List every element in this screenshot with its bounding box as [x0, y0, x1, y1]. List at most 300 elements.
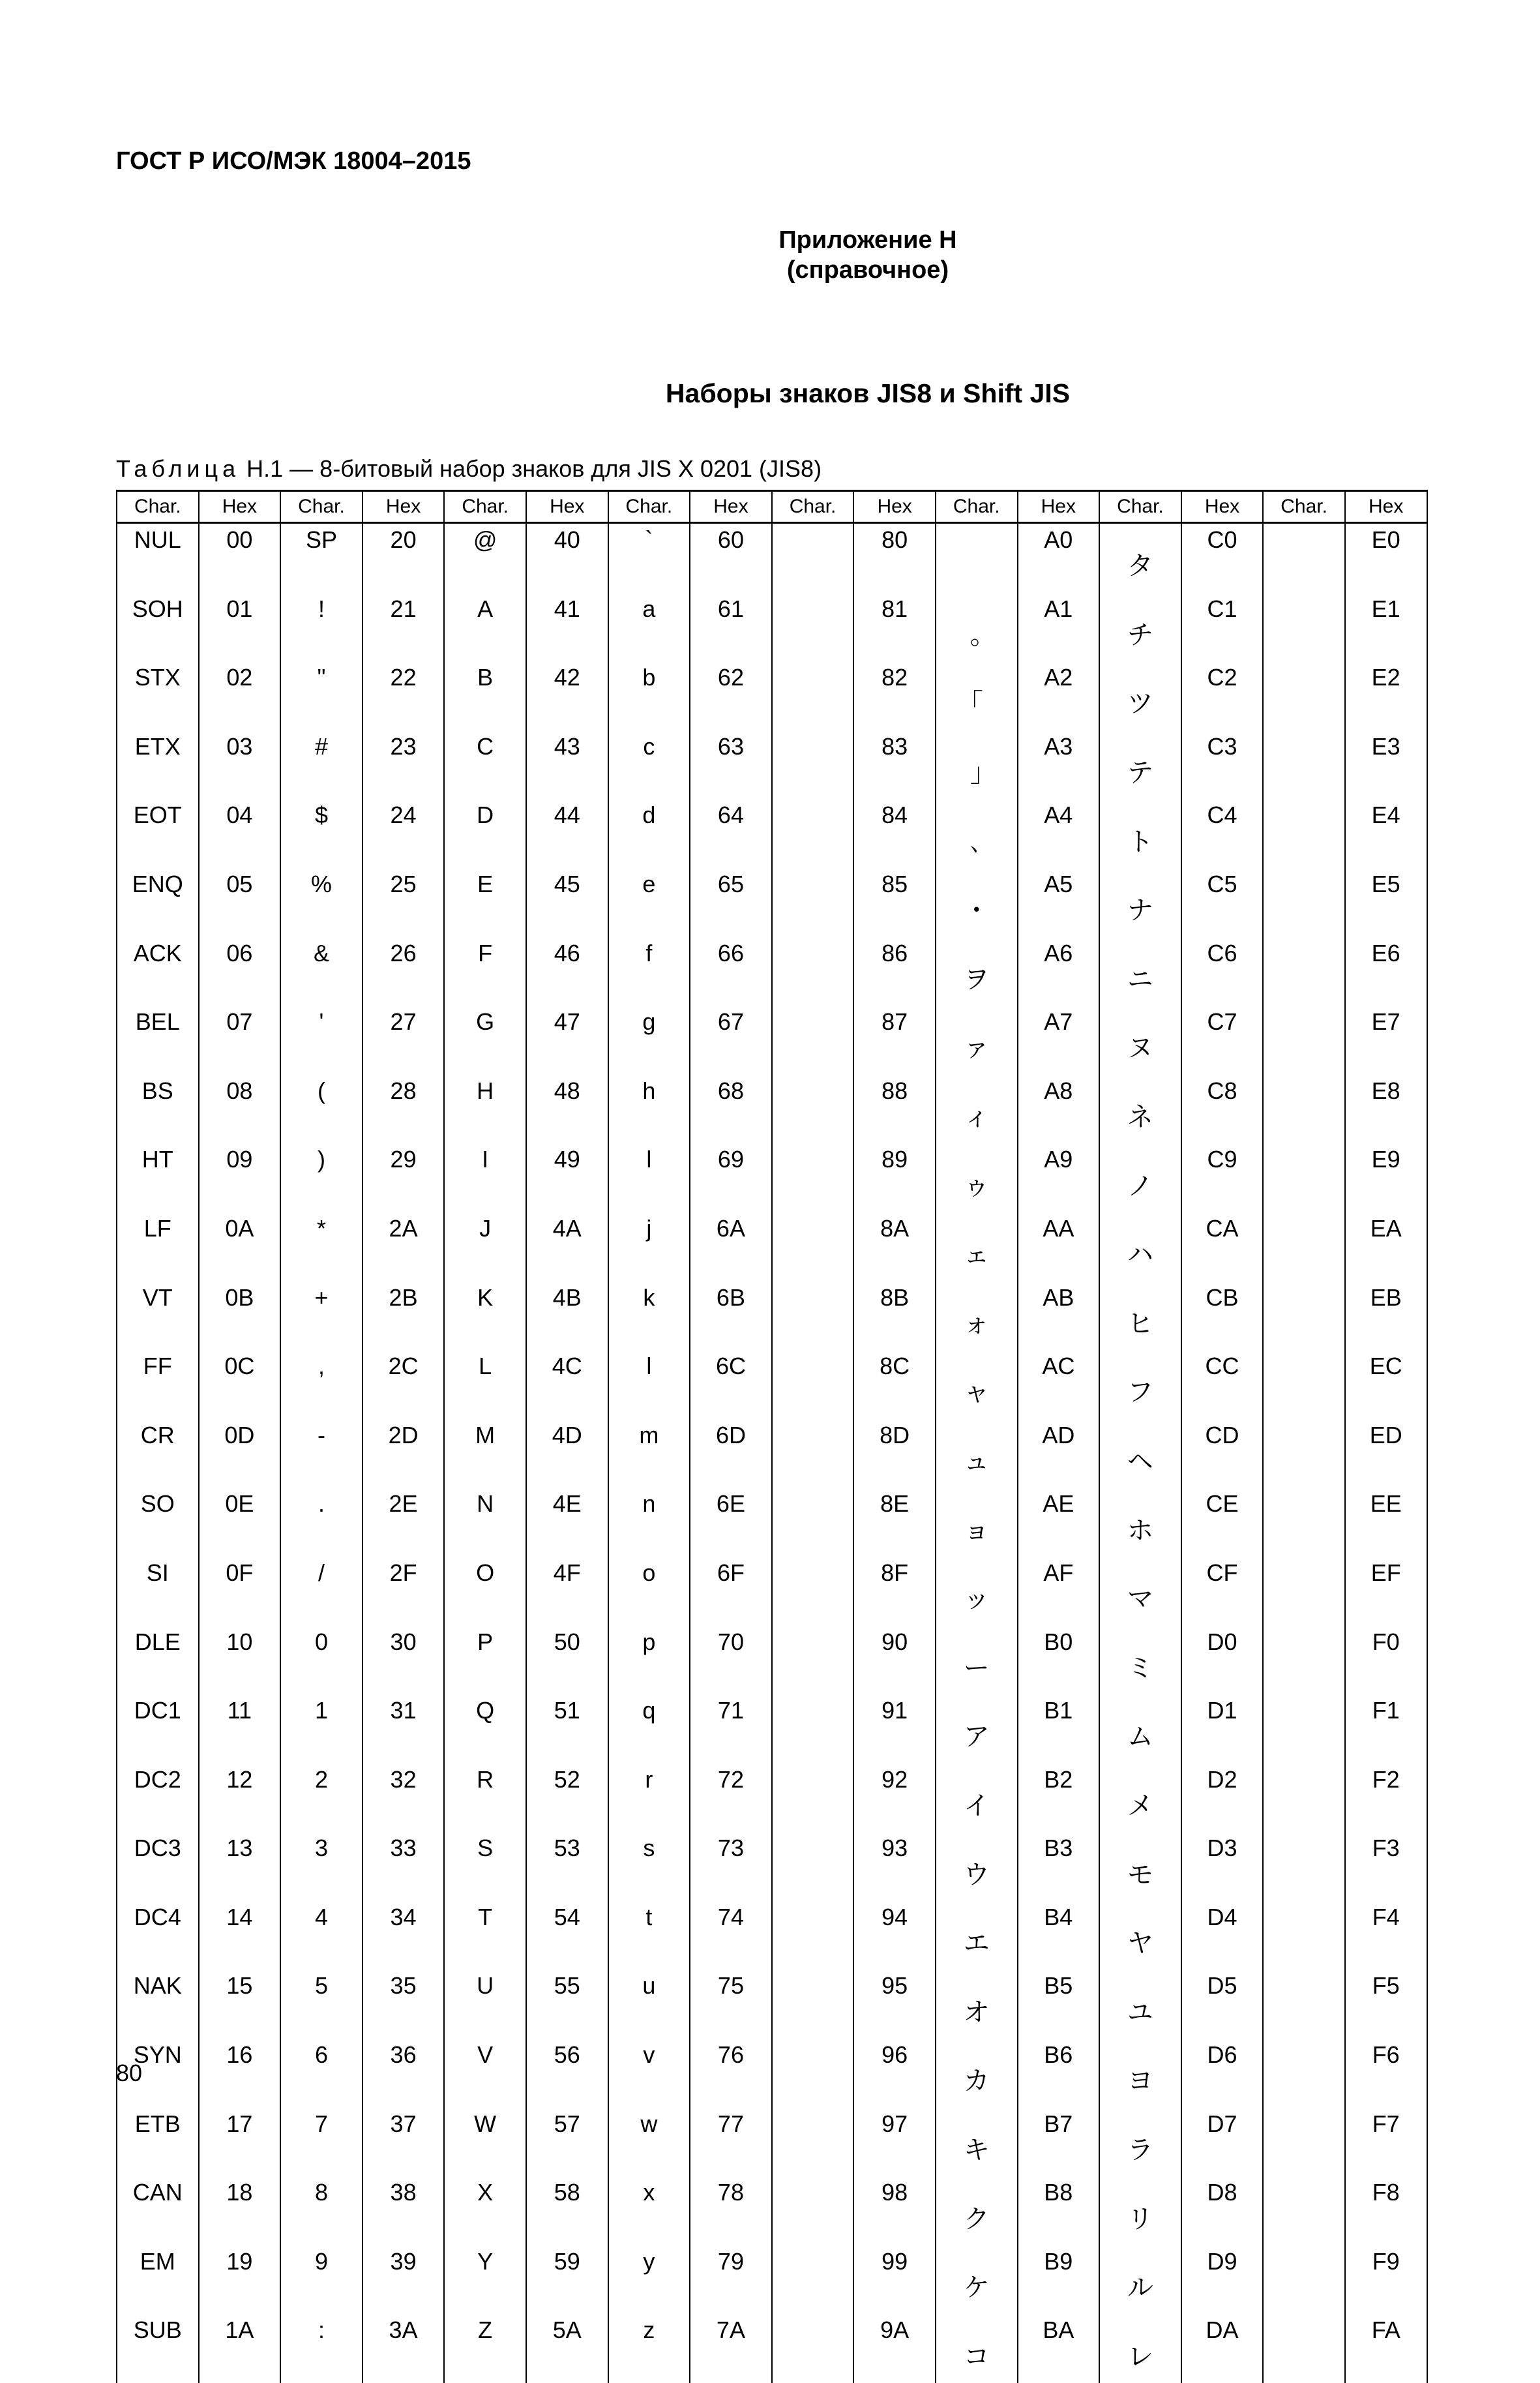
char-cell [1263, 1143, 1345, 1212]
char-cell: ｣ [936, 730, 1018, 800]
char-cell: 4 [280, 1901, 363, 1970]
hex-cell: E7 [1345, 1006, 1427, 1075]
char-cell: ･ [936, 868, 1018, 937]
hex-cell: A7 [1018, 1006, 1100, 1075]
char-cell [772, 2245, 854, 2315]
hex-cell: 4C [526, 1350, 608, 1419]
hex-cell: 93 [853, 1832, 936, 1901]
hex-cell: 67 [690, 1006, 772, 1075]
hex-cell: C2 [1181, 661, 1264, 730]
char-cell: ツ [1099, 661, 1181, 730]
hex-cell: 49 [526, 1143, 608, 1212]
char-cell: O [444, 1557, 526, 1626]
char-cell: q [608, 1694, 690, 1763]
table-row [117, 1488, 1427, 1557]
hex-cell: CD [1181, 1419, 1264, 1488]
char-cell [1263, 1419, 1345, 1488]
hex-cell: 90 [853, 1626, 936, 1695]
hex-cell: 0C [199, 1350, 281, 1419]
char-cell: ナ [1099, 868, 1181, 937]
hex-cell: 51 [526, 1694, 608, 1763]
char-cell [772, 1075, 854, 1144]
char-cell: D [444, 799, 526, 868]
hex-cell: 2E [363, 1488, 445, 1557]
hex-cell: C0 [1181, 523, 1264, 593]
char-cell: U [444, 1970, 526, 2039]
annex-title: Наборы знаков JIS8 и Shift JIS [0, 378, 1540, 409]
hex-cell: 99 [853, 2245, 936, 2315]
char-cell: X [444, 2176, 526, 2245]
char-cell: ETX [117, 730, 199, 800]
char-cell: ヘ [1099, 1419, 1181, 1488]
char-cell [1263, 1006, 1345, 1075]
char-cell: ケ [936, 2245, 1018, 2315]
char-cell: l [608, 1143, 690, 1212]
hex-cell: F2 [1345, 1763, 1427, 1833]
hex-cell: 15 [199, 1970, 281, 2039]
char-cell [772, 1281, 854, 1351]
hex-cell: 0E [199, 1488, 281, 1557]
hex-cell: F0 [1345, 1626, 1427, 1695]
char-cell: カ [936, 2039, 1018, 2108]
char-cell: SI [117, 1557, 199, 1626]
table-body [117, 523, 1427, 2383]
hex-cell: 26 [363, 937, 445, 1006]
hex-cell: 2F [363, 1557, 445, 1626]
table-caption-text: Н.1 — 8-битовый набор знаков для JIS X 0201 (JIS8) [240, 455, 822, 482]
hex-cell: 6F [690, 1557, 772, 1626]
char-cell: NAK [117, 1970, 199, 2039]
char-cell [772, 1763, 854, 1833]
hex-cell: 08 [199, 1075, 281, 1144]
char-cell: n [608, 1488, 690, 1557]
char-cell: w [608, 2108, 690, 2177]
hex-cell: 8D [853, 1419, 936, 1488]
hex-cell: 31 [363, 1694, 445, 1763]
char-cell [1263, 730, 1345, 800]
column-header-hex: Hex [1345, 491, 1427, 523]
hex-cell: 9A [853, 2314, 936, 2383]
hex-cell: A5 [1018, 868, 1100, 937]
hex-cell: B8 [1018, 2176, 1100, 2245]
hex-cell: A6 [1018, 937, 1100, 1006]
char-cell: STX [117, 661, 199, 730]
hex-cell: 40 [526, 523, 608, 593]
char-cell: ト [1099, 799, 1181, 868]
hex-cell: 82 [853, 661, 936, 730]
char-cell [1263, 2176, 1345, 2245]
hex-cell: 57 [526, 2108, 608, 2177]
hex-cell: 4B [526, 1281, 608, 1351]
char-cell: m [608, 1419, 690, 1488]
char-cell: z [608, 2314, 690, 2383]
char-cell: B [444, 661, 526, 730]
hex-cell: 11 [199, 1694, 281, 1763]
table-row [117, 1970, 1427, 2039]
char-cell: " [280, 661, 363, 730]
hex-cell: ED [1345, 1419, 1427, 1488]
hex-cell: A4 [1018, 799, 1100, 868]
hex-cell: C9 [1181, 1143, 1264, 1212]
hex-cell: 65 [690, 868, 772, 937]
char-cell [772, 2176, 854, 2245]
hex-cell: 21 [363, 593, 445, 662]
char-cell [1263, 1901, 1345, 1970]
char-cell: BEL [117, 1006, 199, 1075]
char-cell: @ [444, 523, 526, 593]
char-cell [772, 1143, 854, 1212]
hex-cell: E6 [1345, 937, 1427, 1006]
char-cell: ァ [936, 1006, 1018, 1075]
char-cell: ` [608, 523, 690, 593]
char-cell: DC1 [117, 1694, 199, 1763]
char-cell: Z [444, 2314, 526, 2383]
char-cell [772, 593, 854, 662]
table-row [117, 1281, 1427, 1351]
hex-cell: 48 [526, 1075, 608, 1144]
hex-cell: 6D [690, 1419, 772, 1488]
char-cell [1263, 1832, 1345, 1901]
hex-cell: 00 [199, 523, 281, 593]
hex-cell: 25 [363, 868, 445, 937]
char-cell: 6 [280, 2039, 363, 2108]
hex-cell: EE [1345, 1488, 1427, 1557]
table-row [117, 2176, 1427, 2245]
hex-cell: E3 [1345, 730, 1427, 800]
hex-cell: 47 [526, 1006, 608, 1075]
hex-cell: CE [1181, 1488, 1264, 1557]
char-cell: ' [280, 1006, 363, 1075]
char-cell: 5 [280, 1970, 363, 2039]
hex-cell: D8 [1181, 2176, 1264, 2245]
hex-cell: 6C [690, 1350, 772, 1419]
annex-label: Приложение Н [0, 225, 1540, 255]
hex-cell: C4 [1181, 799, 1264, 868]
hex-cell: 8F [853, 1557, 936, 1626]
hex-cell: C3 [1181, 730, 1264, 800]
hex-cell: 2D [363, 1419, 445, 1488]
char-cell: & [280, 937, 363, 1006]
hex-cell: 20 [363, 523, 445, 593]
table-caption-prefix: Таблица [116, 455, 240, 482]
hex-cell: 42 [526, 661, 608, 730]
char-cell: ユ [1099, 1970, 1181, 2039]
char-cell: M [444, 1419, 526, 1488]
hex-cell: 39 [363, 2245, 445, 2315]
char-cell: リ [1099, 2176, 1181, 2245]
hex-cell: C1 [1181, 593, 1264, 662]
hex-cell: 35 [363, 1970, 445, 2039]
hex-cell: 91 [853, 1694, 936, 1763]
char-cell: k [608, 1281, 690, 1351]
table-header-row [117, 491, 1427, 523]
hex-cell: 50 [526, 1626, 608, 1695]
char-cell: オ [936, 1970, 1018, 2039]
char-cell: HT [117, 1143, 199, 1212]
hex-cell: F4 [1345, 1901, 1427, 1970]
char-cell [772, 523, 854, 593]
hex-cell: CA [1181, 1212, 1264, 1281]
char-cell: H [444, 1075, 526, 1144]
table-row [117, 1212, 1427, 1281]
char-cell [772, 1970, 854, 2039]
column-header-hex: Hex [363, 491, 445, 523]
char-cell: CR [117, 1419, 199, 1488]
table-row [117, 868, 1427, 937]
hex-cell: 97 [853, 2108, 936, 2177]
char-cell: Q [444, 1694, 526, 1763]
char-cell: e [608, 868, 690, 937]
hex-cell: 02 [199, 661, 281, 730]
char-cell: K [444, 1281, 526, 1351]
char-cell: レ [1099, 2314, 1181, 2383]
hex-cell: AA [1018, 1212, 1100, 1281]
hex-cell: 32 [363, 1763, 445, 1833]
char-cell: SOH [117, 593, 199, 662]
hex-cell: C8 [1181, 1075, 1264, 1144]
char-cell: Y [444, 2245, 526, 2315]
table-row [117, 937, 1427, 1006]
char-cell: ゥ [936, 1143, 1018, 1212]
char-cell: P [444, 1626, 526, 1695]
char-cell: DC4 [117, 1901, 199, 1970]
hex-cell: A8 [1018, 1075, 1100, 1144]
hex-cell: 12 [199, 1763, 281, 1833]
hex-cell: 8E [853, 1488, 936, 1557]
char-cell: l [608, 1350, 690, 1419]
char-cell: G [444, 1006, 526, 1075]
hex-cell: AC [1018, 1350, 1100, 1419]
hex-cell: D7 [1181, 2108, 1264, 2177]
char-cell [1263, 2245, 1345, 2315]
hex-cell: 71 [690, 1694, 772, 1763]
char-cell [1263, 2039, 1345, 2108]
hex-cell: 16 [199, 2039, 281, 2108]
hex-cell: 0B [199, 1281, 281, 1351]
char-cell: I [444, 1143, 526, 1212]
char-cell: N [444, 1488, 526, 1557]
char-cell [1263, 1350, 1345, 1419]
hex-cell: EF [1345, 1557, 1427, 1626]
hex-cell: 66 [690, 937, 772, 1006]
char-cell: ェ [936, 1212, 1018, 1281]
document-code: ГОСТ Р ИСО/МЭК 18004–2015 [116, 147, 471, 175]
char-cell: ノ [1099, 1143, 1181, 1212]
char-cell: FF [117, 1350, 199, 1419]
hex-cell: 4D [526, 1419, 608, 1488]
char-cell: x [608, 2176, 690, 2245]
table-row [117, 1832, 1427, 1901]
hex-cell: 76 [690, 2039, 772, 2108]
char-cell: ア [936, 1694, 1018, 1763]
hex-cell: 6E [690, 1488, 772, 1557]
char-cell: ル [1099, 2245, 1181, 2315]
hex-cell: F3 [1345, 1832, 1427, 1901]
char-cell: $ [280, 799, 363, 868]
hex-cell: F8 [1345, 2176, 1427, 2245]
table-row [117, 1350, 1427, 1419]
hex-cell: 14 [199, 1901, 281, 1970]
char-cell: NUL [117, 523, 199, 593]
table-row [117, 2039, 1427, 2108]
hex-cell: A9 [1018, 1143, 1100, 1212]
hex-cell: 86 [853, 937, 936, 1006]
char-cell: ヲ [936, 937, 1018, 1006]
hex-cell: F9 [1345, 2245, 1427, 2315]
char-cell: T [444, 1901, 526, 1970]
char-cell: g [608, 1006, 690, 1075]
hex-cell: C6 [1181, 937, 1264, 1006]
hex-cell: 87 [853, 1006, 936, 1075]
hex-cell: 78 [690, 2176, 772, 2245]
hex-cell: 36 [363, 2039, 445, 2108]
char-cell: ー [936, 1626, 1018, 1695]
hex-cell: 6B [690, 1281, 772, 1351]
char-cell: ク [936, 2176, 1018, 2245]
hex-cell: B3 [1018, 1832, 1100, 1901]
char-cell: v [608, 2039, 690, 2108]
hex-cell: 03 [199, 730, 281, 800]
hex-cell: 30 [363, 1626, 445, 1695]
hex-cell: 05 [199, 868, 281, 937]
char-cell [772, 799, 854, 868]
hex-cell: 96 [853, 2039, 936, 2108]
hex-cell: 17 [199, 2108, 281, 2177]
hex-cell: 73 [690, 1832, 772, 1901]
hex-cell: 37 [363, 2108, 445, 2177]
char-cell: ウ [936, 1832, 1018, 1901]
char-cell: タ [1099, 523, 1181, 593]
char-cell: テ [1099, 730, 1181, 800]
char-cell: ミ [1099, 1626, 1181, 1695]
column-header-char: Char. [117, 491, 199, 523]
char-cell: - [280, 1419, 363, 1488]
char-cell: ラ [1099, 2108, 1181, 2177]
hex-cell: EA [1345, 1212, 1427, 1281]
hex-cell: EB [1345, 1281, 1427, 1351]
table-row [117, 593, 1427, 662]
hex-cell: 34 [363, 1901, 445, 1970]
hex-cell: B5 [1018, 1970, 1100, 2039]
column-header-char: Char. [608, 491, 690, 523]
hex-cell: FA [1345, 2314, 1427, 2383]
hex-cell: CF [1181, 1557, 1264, 1626]
char-cell: ュ [936, 1419, 1018, 1488]
char-cell: o [608, 1557, 690, 1626]
char-cell [772, 730, 854, 800]
char-cell: ! [280, 593, 363, 662]
char-cell: p [608, 1626, 690, 1695]
char-cell: ョ [936, 1488, 1018, 1557]
table-row [117, 1626, 1427, 1695]
char-cell [1263, 1763, 1345, 1833]
hex-cell: 56 [526, 2039, 608, 2108]
column-header-char: Char. [444, 491, 526, 523]
hex-cell: 10 [199, 1626, 281, 1695]
hex-cell: 06 [199, 937, 281, 1006]
char-cell [772, 868, 854, 937]
char-cell [772, 937, 854, 1006]
hex-cell: AB [1018, 1281, 1100, 1351]
jis8-character-table [116, 490, 1428, 2383]
hex-cell: E2 [1345, 661, 1427, 730]
hex-cell: B6 [1018, 2039, 1100, 2108]
char-cell: * [280, 1212, 363, 1281]
hex-cell: 77 [690, 2108, 772, 2177]
char-cell: ォ [936, 1281, 1018, 1351]
table-row [117, 661, 1427, 730]
hex-cell: 13 [199, 1832, 281, 1901]
hex-cell: 2B [363, 1281, 445, 1351]
hex-cell: F6 [1345, 2039, 1427, 2108]
char-cell: ム [1099, 1694, 1181, 1763]
char-cell: 9 [280, 2245, 363, 2315]
hex-cell: F7 [1345, 2108, 1427, 2177]
hex-cell: D5 [1181, 1970, 1264, 2039]
hex-cell: 4E [526, 1488, 608, 1557]
hex-cell: 52 [526, 1763, 608, 1833]
table-row [117, 1901, 1427, 1970]
table-row [117, 2108, 1427, 2177]
hex-cell: 0D [199, 1419, 281, 1488]
char-cell: ACK [117, 937, 199, 1006]
char-cell [1263, 2108, 1345, 2177]
hex-cell: 3A [363, 2314, 445, 2383]
hex-cell: AF [1018, 1557, 1100, 1626]
hex-cell: E4 [1345, 799, 1427, 868]
char-cell [1263, 1488, 1345, 1557]
char-cell: DC3 [117, 1832, 199, 1901]
annex-status: (справочное) [0, 255, 1540, 285]
char-cell: t [608, 1901, 690, 1970]
char-cell: SP [280, 523, 363, 593]
hex-cell: 59 [526, 2245, 608, 2315]
char-cell [772, 1626, 854, 1695]
char-cell: SYN [117, 2039, 199, 2108]
hex-cell: F1 [1345, 1694, 1427, 1763]
char-cell: W [444, 2108, 526, 2177]
char-cell: r [608, 1763, 690, 1833]
hex-cell: A2 [1018, 661, 1100, 730]
char-cell [772, 2108, 854, 2177]
hex-cell: 8A [853, 1212, 936, 1281]
char-cell: ィ [936, 1075, 1018, 1144]
hex-cell: 98 [853, 2176, 936, 2245]
hex-cell: 1A [199, 2314, 281, 2383]
char-cell: d [608, 799, 690, 868]
char-cell: ャ [936, 1350, 1018, 1419]
char-cell: 7 [280, 2108, 363, 2177]
char-cell: モ [1099, 1832, 1181, 1901]
char-cell: ヌ [1099, 1006, 1181, 1075]
char-cell: V [444, 2039, 526, 2108]
table-row [117, 1143, 1427, 1212]
hex-cell: 09 [199, 1143, 281, 1212]
hex-cell: B2 [1018, 1763, 1100, 1833]
char-cell [1263, 1694, 1345, 1763]
char-cell: : [280, 2314, 363, 2383]
char-cell: SUB [117, 2314, 199, 2383]
char-cell: L [444, 1350, 526, 1419]
hex-cell: 8C [853, 1350, 936, 1419]
hex-cell: C7 [1181, 1006, 1264, 1075]
hex-cell: 22 [363, 661, 445, 730]
hex-cell: EC [1345, 1350, 1427, 1419]
hex-cell: E1 [1345, 593, 1427, 662]
hex-cell: 79 [690, 2245, 772, 2315]
hex-cell: 33 [363, 1832, 445, 1901]
hex-cell: 2A [363, 1212, 445, 1281]
